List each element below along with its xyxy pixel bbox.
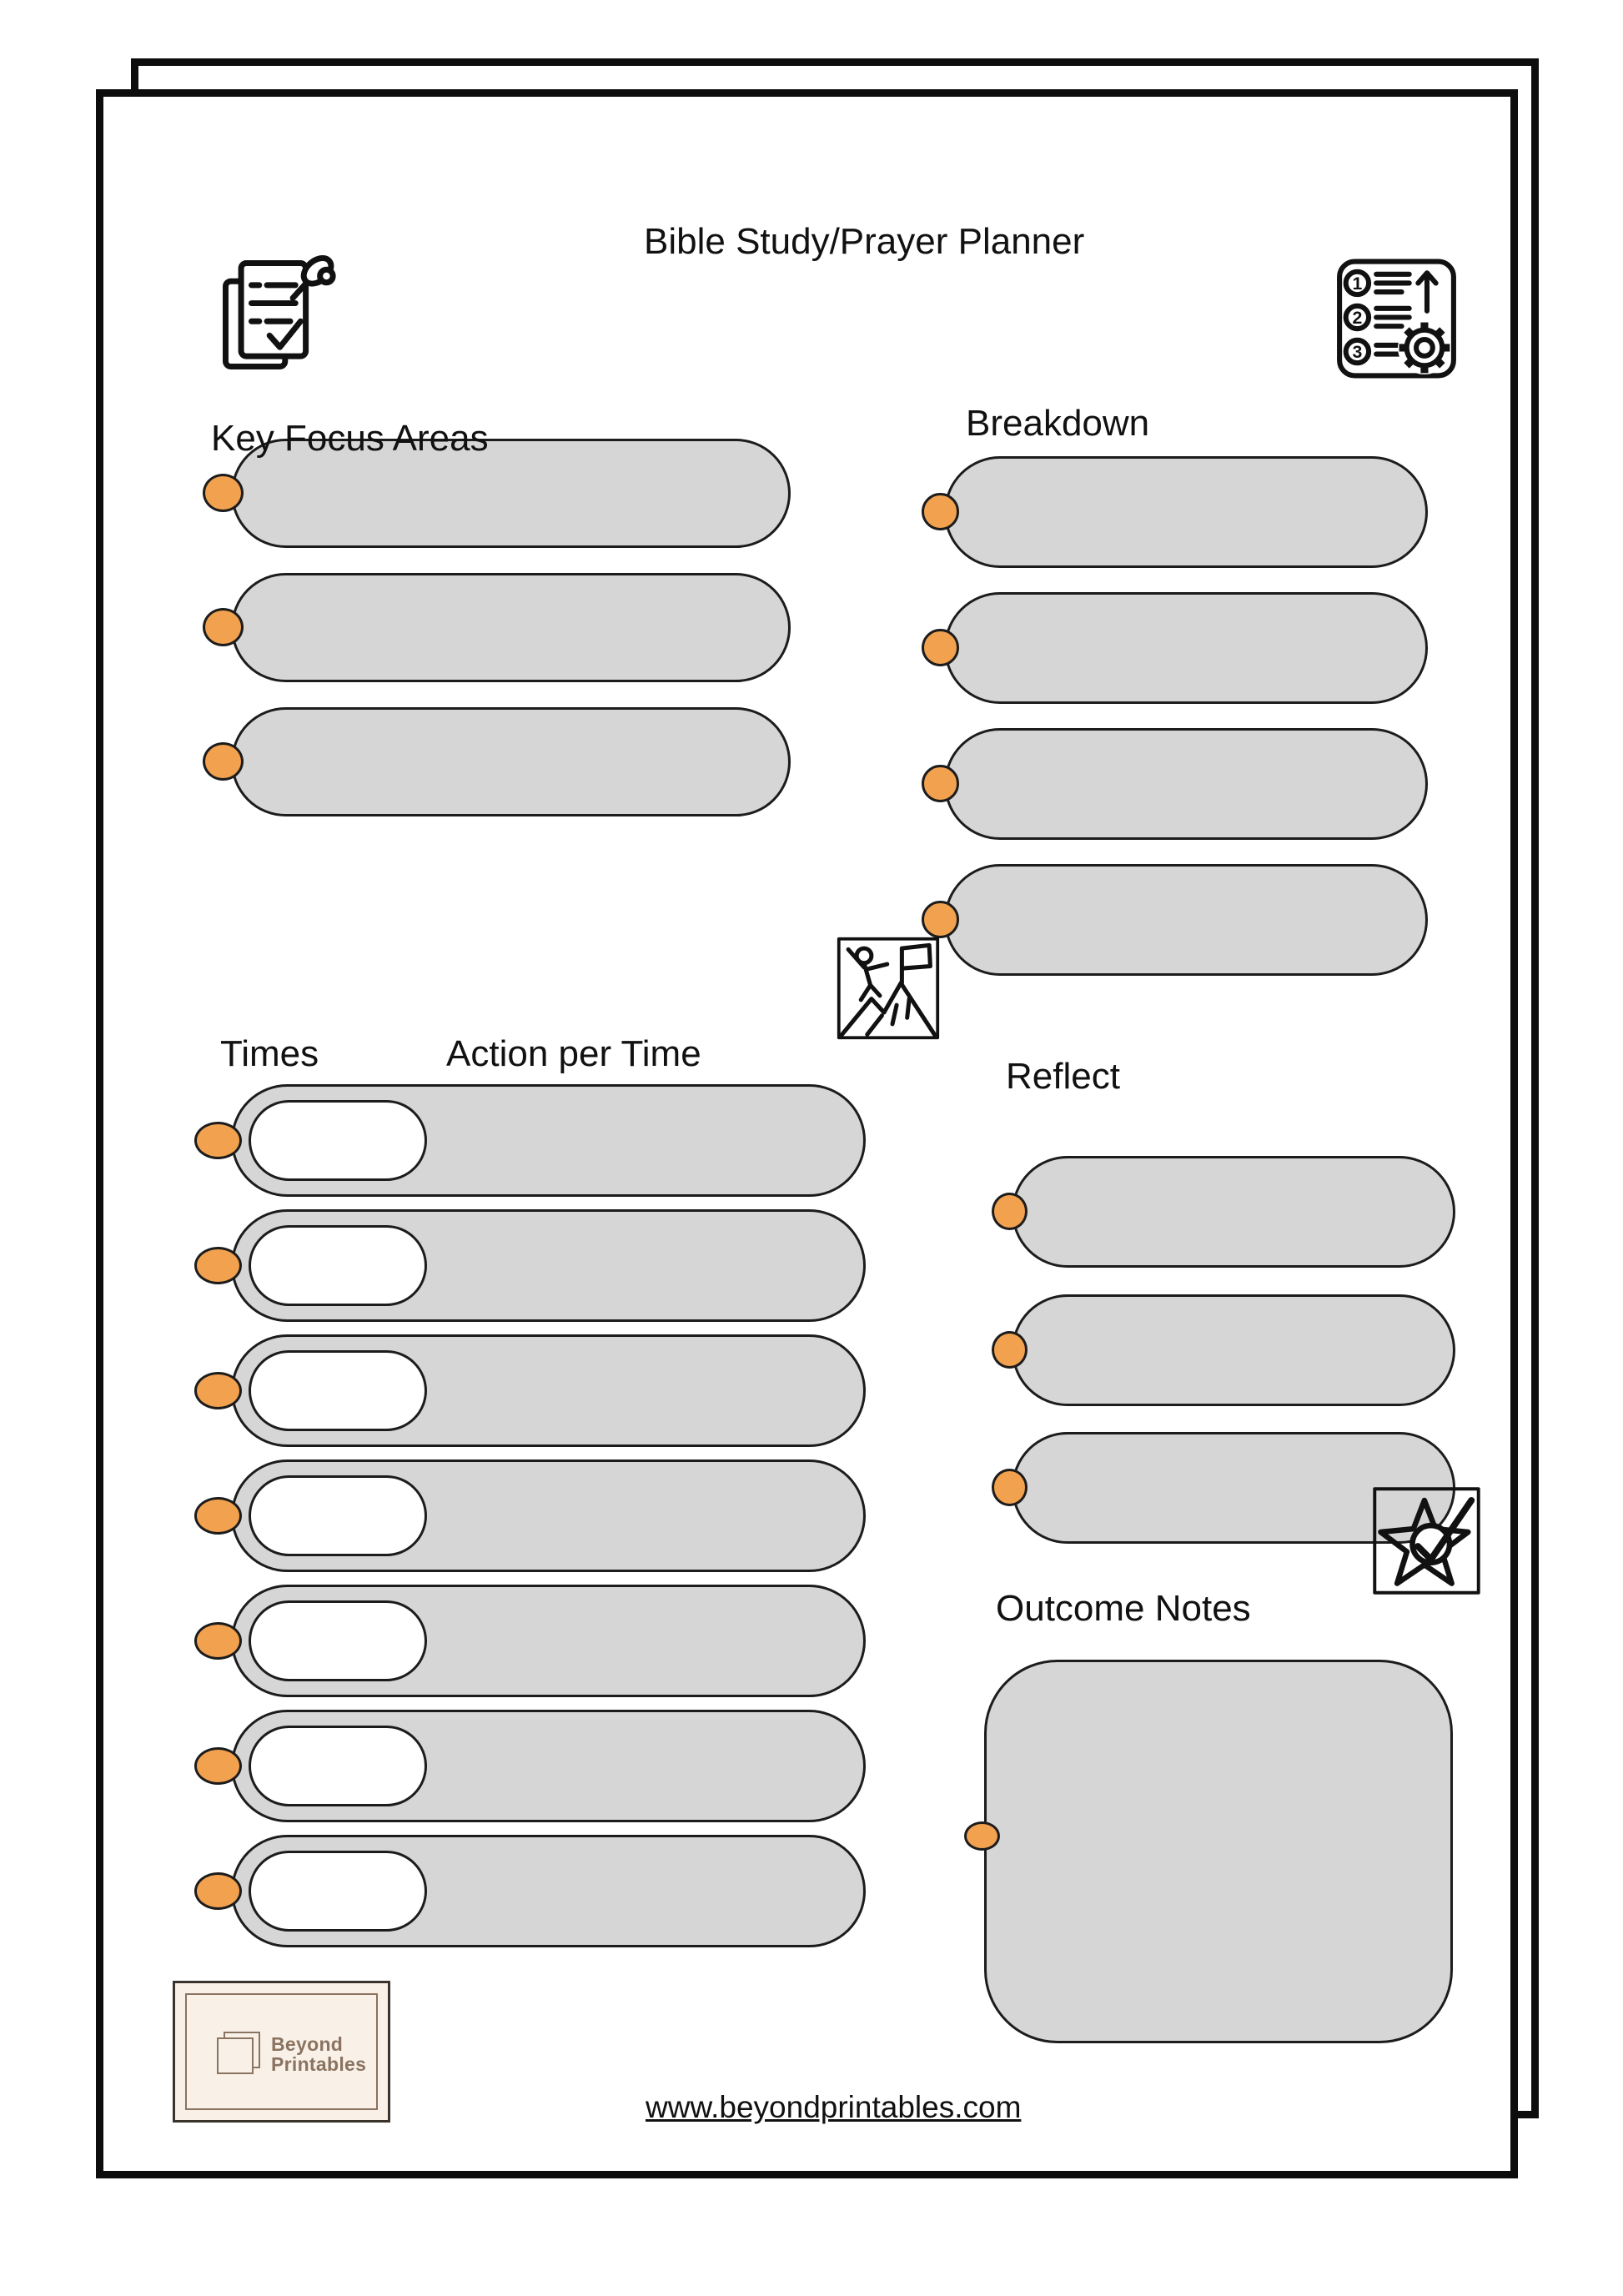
outcome-notes-heading: Outcome Notes: [996, 1588, 1251, 1629]
time-field[interactable]: [249, 1600, 427, 1681]
bullet-dot: [194, 1622, 242, 1660]
time-action-row: [194, 1084, 866, 1197]
svg-text:2: 2: [1352, 308, 1363, 329]
logo-text: Beyond Printables: [271, 2032, 367, 2075]
time-field[interactable]: [249, 1350, 427, 1431]
bullet-dot: [203, 474, 244, 512]
bullet-dot: [922, 765, 959, 802]
website-link[interactable]: www.beyondprintables.com: [646, 2090, 1022, 2124]
page-title: Bible Study/Prayer Planner: [644, 221, 1085, 262]
bullet-dot: [992, 1193, 1028, 1230]
time-action-row: [194, 1459, 866, 1572]
time-action-row: [194, 1334, 866, 1447]
bullet-dot: [194, 1747, 242, 1785]
outcome-notes-field[interactable]: [984, 1660, 1453, 2043]
time-field[interactable]: [249, 1726, 427, 1806]
overlapping-squares-icon: [215, 2032, 264, 2077]
breakdown-field[interactable]: [944, 728, 1428, 840]
svg-text:3: 3: [1352, 342, 1363, 363]
time-field[interactable]: [249, 1475, 427, 1556]
reflect-field[interactable]: [1012, 1156, 1455, 1268]
breakdown-row: [922, 864, 1428, 976]
action-per-time-heading: Action per Time: [446, 1033, 701, 1074]
breakdown-field[interactable]: [944, 864, 1428, 976]
bullet-dot: [203, 608, 244, 646]
breakdown-field[interactable]: [944, 592, 1428, 704]
bullet-dot: [922, 629, 959, 666]
bullet-dot: [194, 1872, 242, 1910]
key-focus-areas-heading: Key Focus Areas: [211, 418, 489, 459]
numbered-list-gear-icon: [1333, 255, 1460, 382]
times-heading: Times: [220, 1033, 319, 1074]
breakdown-row: [922, 456, 1428, 568]
beyond-printables-logo: [173, 1981, 390, 2123]
breakdown-row: [922, 592, 1428, 704]
key-focus-field[interactable]: [231, 573, 791, 682]
bullet-dot: [964, 1821, 1000, 1851]
bullet-dot: [922, 493, 959, 530]
reflect-row: [992, 1294, 1455, 1406]
reflect-field[interactable]: [1012, 1294, 1455, 1406]
bullet-dot: [992, 1331, 1028, 1369]
bullet-dot: [194, 1122, 242, 1159]
bullet-dot: [922, 901, 959, 938]
time-field[interactable]: [249, 1100, 427, 1181]
time-action-row: [194, 1710, 866, 1822]
key-focus-row: [203, 707, 791, 816]
breakdown-row: [922, 728, 1428, 840]
key-focus-row: [203, 573, 791, 682]
bullet-dot: [194, 1372, 242, 1409]
svg-text:1: 1: [1352, 274, 1363, 294]
time-action-row: [194, 1585, 866, 1697]
breakdown-heading: Breakdown: [966, 403, 1150, 444]
clipboard-checklist-pin-icon: [213, 250, 342, 379]
bullet-dot: [194, 1497, 242, 1535]
breakdown-field[interactable]: [944, 456, 1428, 568]
key-focus-field[interactable]: [231, 707, 791, 816]
star-check-icon: [1365, 1486, 1488, 1595]
time-action-row: [194, 1209, 866, 1322]
time-field[interactable]: [249, 1851, 427, 1932]
time-field[interactable]: [249, 1225, 427, 1306]
bullet-dot: [194, 1247, 242, 1284]
reflect-row: [992, 1156, 1455, 1268]
reflect-heading: Reflect: [1006, 1056, 1120, 1097]
bullet-dot: [203, 742, 244, 781]
bullet-dot: [992, 1469, 1028, 1506]
time-action-row: [194, 1835, 866, 1947]
summit-flag-icon: [836, 934, 941, 1042]
